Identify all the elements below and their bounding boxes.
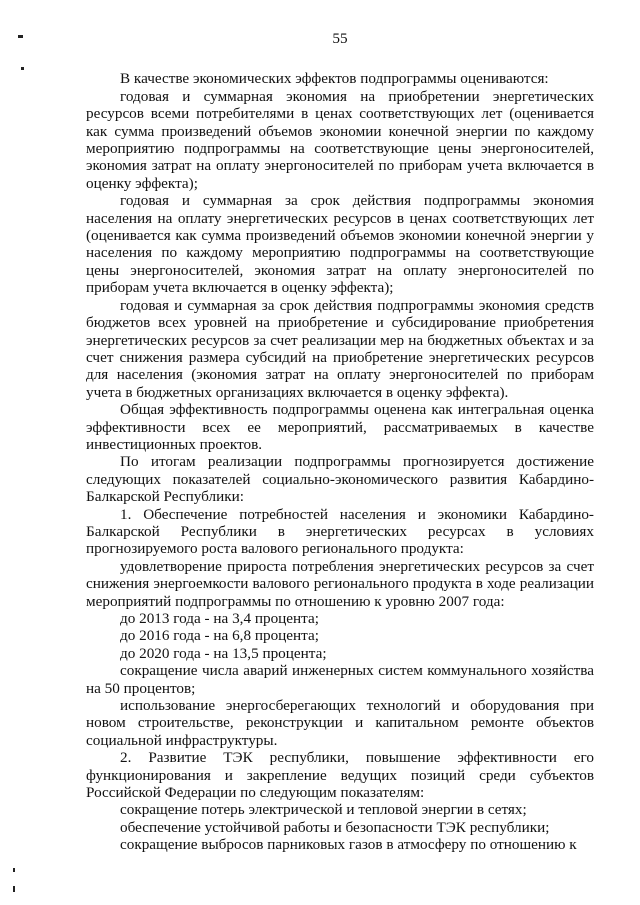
page-number: 55 (332, 30, 348, 47)
list-item-stable-operation: обеспечение устойчивой работы и безопасности ТЭК республики; (120, 818, 550, 836)
paragraph-technology-use: использование энергосберегающих технологий и оборудования при новом строительстве, реконструкции и капитальном ремонте объектов социальной инфраструктуры. (86, 697, 594, 749)
scan-mark (18, 35, 23, 38)
paragraph-emission-reduction: сокращение выбросов парниковых газов в атмосферу по отношению к (120, 836, 577, 854)
paragraph-results-forecast: По итогам реализации подпрограммы прогнозируется достижение следующих показателей социально-экономического развития Кабардино-Балкарской Республики: (86, 453, 594, 506)
paragraph-point-1: 1. Обеспечение потребностей населения и экономики Кабардино-Балкарской Республики в энергетических ресурсах в условиях прогнозируемого роста валового регионального продукта: (86, 505, 594, 558)
scan-mark (13, 886, 15, 892)
paragraph-intro: В качестве экономических эффектов подпрограммы оцениваются: (120, 70, 549, 88)
document-page (86, 30, 594, 854)
paragraph-point-2: 2. Развитие ТЭК республики, повышение эффективности его функционирования и закрепление ведущих позиций среди субъектов Российской Федерации по следующим показателям: (86, 749, 594, 802)
list-item-2016: до 2016 года - на 6,8 процента; (120, 627, 319, 645)
paragraph-consumer-savings: годовая и суммарная экономия на приобретении энергетических ресурсов всеми потребителями в ценах соответствующих лет (оценивается как сумма произведений объемов экономии конечной энергии по каждому мероприятию подпрограммы на соответствующие цены энергоносителей, экономия затрат на оплату энергоносителей по приборам учета включается в оценку эффекта); (86, 87, 594, 192)
paragraph-overall-efficiency: Общая эффективность подпрограммы оценена как интегральная оценка эффективности всех ее мероприятий, рассматриваемых в качестве инвестиционных проектов. (86, 401, 594, 453)
list-item-2020: до 2020 года - на 13,5 процента; (120, 644, 327, 662)
paragraph-accident-reduction: сокращение числа аварий инженерных систем коммунального хозяйства на 50 процентов; (86, 662, 594, 697)
paragraph-budget-savings: годовая и суммарная за срок действия подпрограммы экономия средств бюджетов всех уровней на приобретение и субсидирование приобретения энергетических ресурсов за счет реализации мер на бюджетных объектах и за счет снижения размера субсидий на приобретение энергетических ресурсов для населения (экономия затрат на оплату энергоносителей по приборам учета в бюджетных организациях включается в оценку эффекта). (86, 296, 594, 401)
list-item-2013: до 2013 года - на 3,4 процента; (120, 610, 319, 627)
scan-mark (13, 868, 15, 872)
paragraph-energy-intensity: удовлетворение прироста потребления энергетических ресурсов за счет снижения энергоемкости валового регионального продукта в ходе реализации мероприятий подпрограммы по отношению к уровню 2007 года: (86, 557, 594, 610)
scan-mark (21, 67, 24, 70)
paragraph-population-savings: годовая и суммарная за срок действия подпрограммы экономия населения на оплату энергетических ресурсов в ценах соответствующих лет (оценивается как сумма произведений объемов экономии конечной энергии у населения по каждому мероприятию подпрограммы на соответствующие цены энергоносителей, экономия затрат на оплату энергоносителей по приборам учета включается в оценку эффекта); (86, 192, 594, 297)
list-item-loss-reduction: сокращение потерь электрической и тепловой энергии в сетях; (120, 801, 527, 819)
